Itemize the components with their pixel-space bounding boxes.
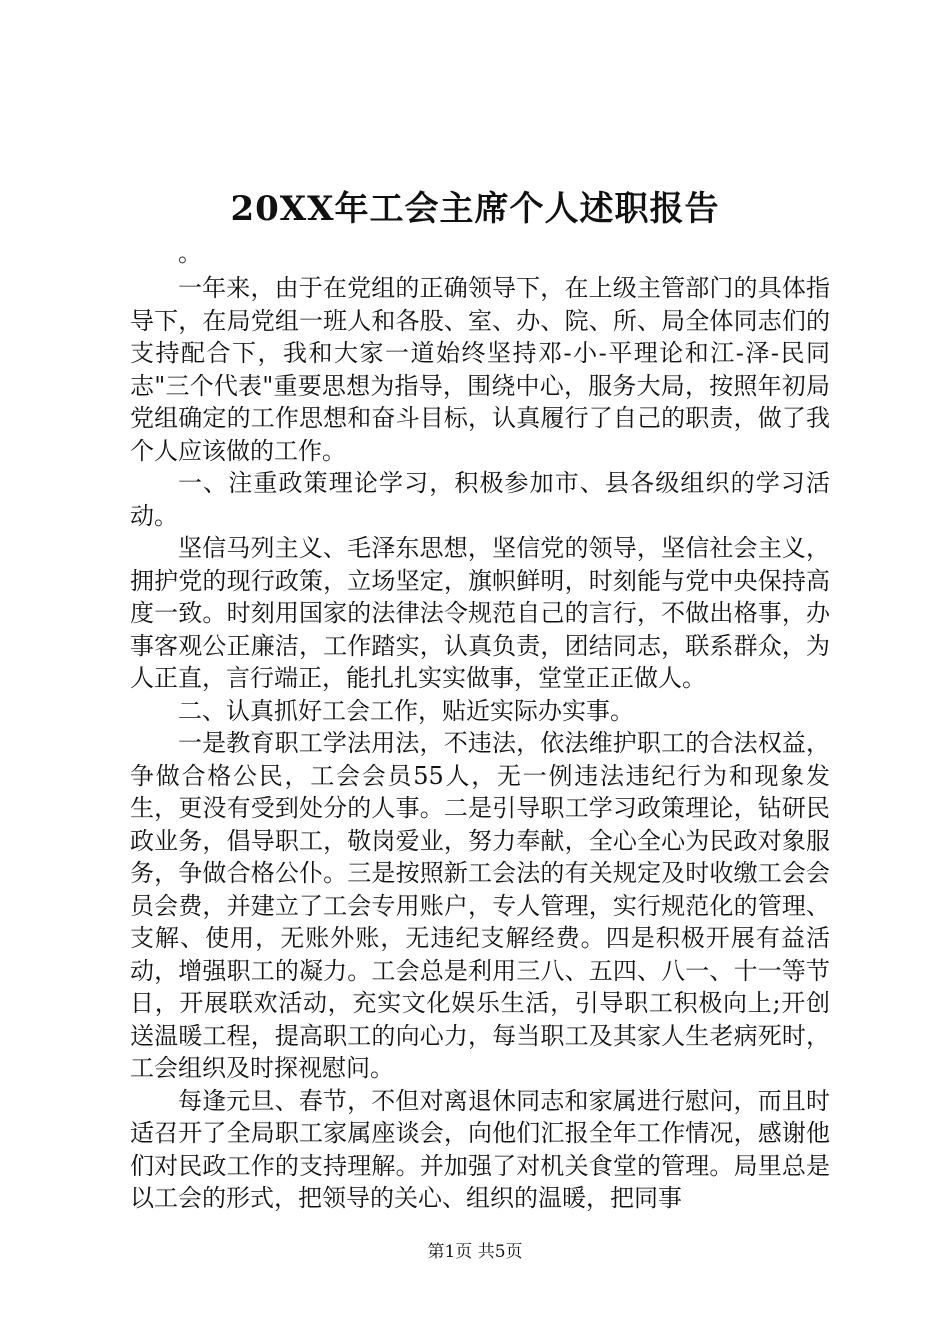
paragraph-section-2: 一是教育职工学法用法，不违法，依法维护职工的合法权益，争做合格公民，工会会员55人，无一例违法违纪行为和现象发生，更没有受到处分的人事。二是引导职工学习政策理论，钻研民政业务，倡导职工，敬岗爱业，努力奉献，全心全心为民政对象服务，争做合格公仆。三是按照新工会法的有关规定及时收缴工会会员会费，并建立了工会专用账户，专人管理，实行规范化的管理、支解、使用，无账外账，无违纪支解经费。四是积极开展有益活动，增强职工的凝力。工会总是利用三八、五四、八一、十一等节日，开展联欢活动，充实文化娱乐生活，引导职工积极向上;开创送温暖工程，提高职工的向心力，每当职工及其家人生老病死时，工会组织及时探视慰问。	[130, 729, 830, 1082]
paragraph-section-1: 坚信马列主义、毛泽东思想，坚信党的领导，坚信社会主义，拥护党的现行政策，立场坚定，旗帜鲜明，时刻能与党中央保持高度一致。时刻用国家的法律法令规范自己的言行，不做出格事，办事客观公正廉洁，工作踏实，认真负责，团结同志，联系群众，为人正直，言行端正，能扎扎实实做事，堂堂正正做人。	[130, 534, 830, 692]
section-heading-1: 一、注重政策理论学习，积极参加市、县各级组织的学习活动。	[130, 469, 830, 530]
document-body	[130, 240, 830, 1215]
document-title: 20XX年工会主席个人述职报告	[230, 189, 720, 229]
section-heading-2: 二、认真抓好工会工作，贴近实际办实事。	[178, 696, 634, 725]
page-footer: 第1页 共5页	[427, 1242, 523, 1262]
paragraph-intro: 一年来，由于在党组的正确领导下，在上级主管部门的具体指导下，在局党组一班人和各股、室、办、院、所、局全体同志们的支持配合下，我和大家一道始终坚持邓-小-平理论和江-泽-民同志"三个代表"重要思想为指导，围绕中心，服务大局，按照年初局党组确定的工作思想和奋斗目标，认真履行了自己的职责，做了我个人应该做的工作。	[130, 274, 830, 465]
paragraph-0: 。	[178, 239, 202, 267]
paragraph-holidays: 每逢元旦、春节，不但对离退休同志和家属进行慰问，而且时适召开了全局职工家属座谈会，向他们汇报全年工作情况，感谢他们对民政工作的支持理解。并加强了对机关食堂的管理。局里总是以工会的形式，把领导的关心、组织的温暖，把同事	[130, 1086, 830, 1212]
